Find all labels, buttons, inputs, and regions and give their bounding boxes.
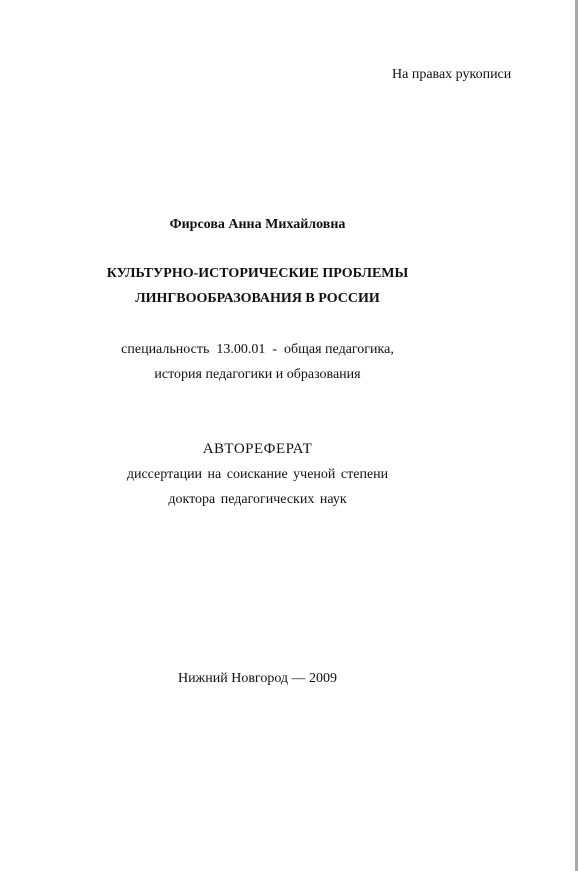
specialty-line-1: специальность 13.00.01 - общая педагогика, — [121, 342, 394, 357]
author-name: Фирсова Анна Михайловна — [169, 217, 346, 232]
abstract-line-2: доктора педагогических наук — [168, 492, 347, 507]
title-line-2: ЛИНГВООБРАЗОВАНИЯ В РОССИИ — [135, 291, 380, 306]
specialty-line-2: история педагогики и образования — [154, 367, 361, 382]
title-line-1: КУЛЬТУРНО-ИСТОРИЧЕСКИЕ ПРОБЛЕМЫ — [106, 266, 409, 281]
abstract-line-1: диссертации на соискание ученой степени — [126, 467, 389, 482]
manuscript-rights-note: На правах рукописи — [392, 67, 512, 82]
place-and-year: Нижний Новгород — 2009 — [177, 671, 338, 686]
abstract-heading: АВТОРЕФЕРАТ — [202, 441, 313, 457]
